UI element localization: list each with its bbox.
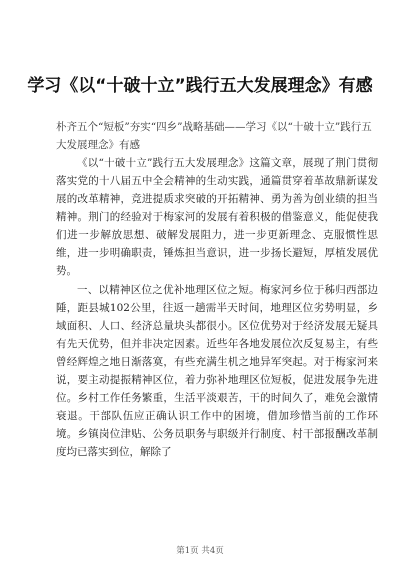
body-paragraph: 《以“十破十立”践行五大发展理念》这篇文章，展现了荆门贯彻落实党的十八届五中全会精神的生动实践，通篇贯穿着革故鼎新谋发展的改革精神，竞进提质求突破的开拓精神、勇为善为创业绩的担当精神。荆门的经验对于梅家河的发展有着积极的借鉴意义，能促使我们进一步解放思想、破解发展阻力，进一步更新理念、克服惯性思维，进一步明确职责，锤炼担当意识，进一步扬长避短，厚植发展优势。	[56, 157, 378, 277]
page-number-footer: 第1页 共4页	[176, 546, 224, 556]
document-body	[56, 154, 378, 462]
document-subtitle: 朴齐五个“短板”夯实“四乡”战略基础——学习《以“十破十立”践行五大发展理念》有感	[56, 121, 372, 151]
body-paragraph: 一、以精神区位之优补地理区位之短。梅家河乡位于秭归西部边陲，距县城102公里，往返一趟需半天时间，地理区位劣势明显，乡域面积、人口、经济总量块头都很小。区位优势对于经济发展无疑具有先天优势，但并非决定因素。近些年各地发展位次反复易主，有些曾经辉煌之地日渐落寞，有些充满生机之地异军突起。对于梅家河来说，要主动提振精神区位，着力弥补地理区位短板，促进发展争先进位。乡村工作任务繁重，生活平淡艰苦，干的时间久了，难免会激情衰退。干部队伍应正确认识工作中的困境，借加珍惜当前的工作环境。乡镇岗位津贴、公务员职务与职级并行制度、村干部报酬改革制度均已落实到位，解除了	[56, 284, 378, 458]
document-title: 学习《以“十破十立”践行五大发展理念》有感	[27, 76, 373, 96]
